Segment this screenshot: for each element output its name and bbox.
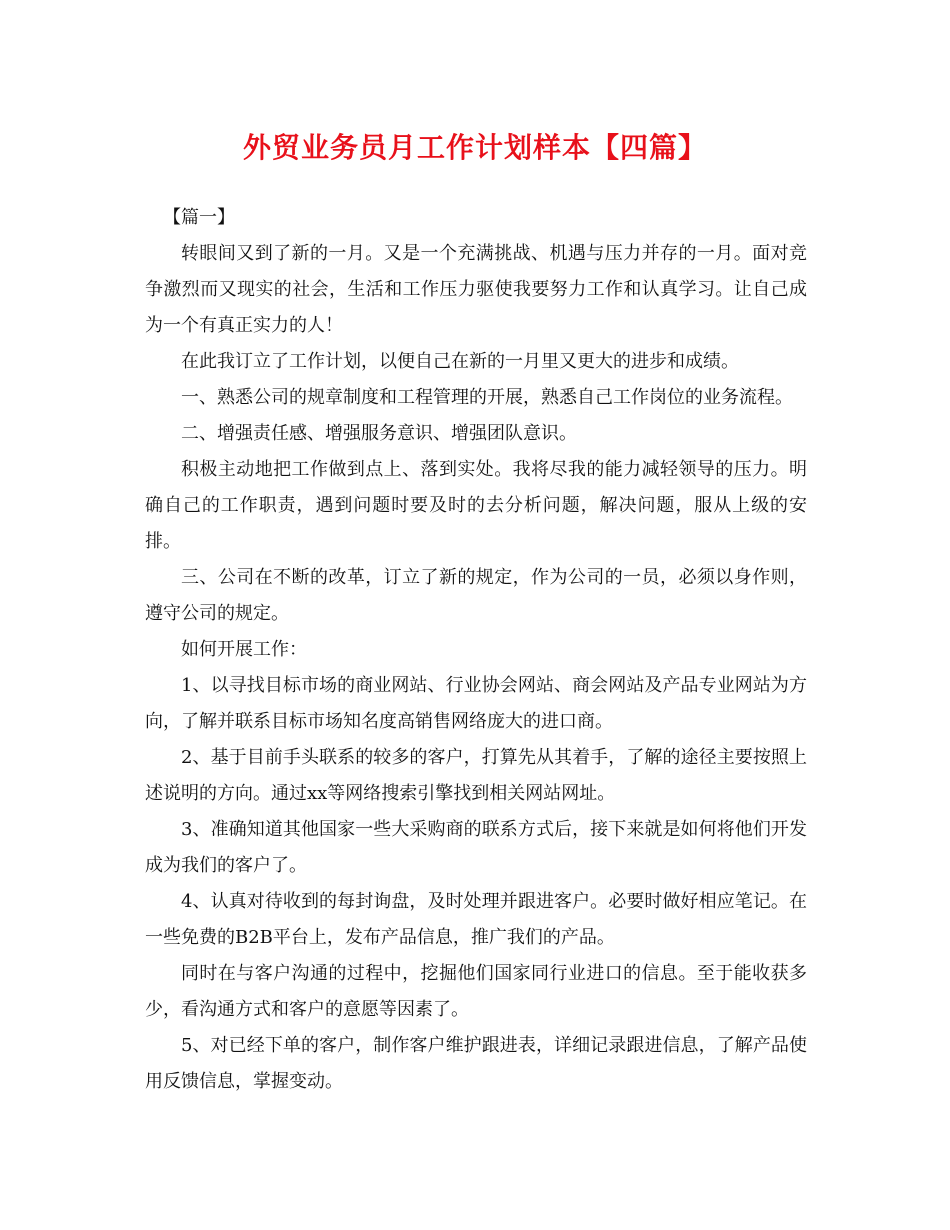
paragraph-how-to: 如何开展工作： <box>181 639 307 660</box>
section-heading-1: 【篇一】 <box>163 207 235 228</box>
paragraph-step-3: 3、准确知道其他国家一些大采购商的联系方式后，接下来就是如何将他们开发成为我们的客户了。 <box>145 819 807 876</box>
document-title: 外贸业务员月工作计划样本【四篇】 <box>242 131 707 164</box>
paragraph-step-4: 4、认真对待收到的每封询盘，及时处理并跟进客户。必要时做好相应笔记。在一些免费的B2B平台上，发布产品信息，推广我们的产品。 <box>145 891 807 948</box>
document-body <box>145 200 807 1100</box>
paragraph-step-2: 2、基于目前手头联系的较多的客户，打算先从其着手，了解的途径主要按照上述说明的方向。通过xx等网络搜索引擎找到相关网站网址。 <box>145 747 807 804</box>
paragraph-plan: 在此我订立了工作计划，以便自己在新的一月里又更大的进步和成绩。 <box>181 351 739 372</box>
paragraph-intro: 转眼间又到了新的一月。又是一个充满挑战、机遇与压力并存的一月。面对竞争激烈而又现实的社会，生活和工作压力驱使我要努力工作和认真学习。让自己成为一个有真正实力的人！ <box>145 243 807 336</box>
paragraph-point-2: 二、增强责任感、增强服务意识、增强团队意识。 <box>181 423 577 444</box>
paragraph-step-5: 5、对已经下单的客户，制作客户维护跟进表，详细记录跟进信息，了解产品使用反馈信息，掌握变动。 <box>145 1035 807 1092</box>
paragraph-point-1: 一、熟悉公司的规章制度和工程管理的开展，熟悉自己工作岗位的业务流程。 <box>181 387 793 408</box>
paragraph-point-3: 三、公司在不断的改革，订立了新的规定，作为公司的一员，必须以身作则，遵守公司的规定。 <box>145 567 807 624</box>
paragraph-step-1: 1、以寻找目标市场的商业网站、行业协会网站、商会网站及产品专业网站为方向，了解并联系目标市场知名度高销售网络庞大的进口商。 <box>145 675 807 732</box>
paragraph-proactive: 积极主动地把工作做到点上、落到实处。我将尽我的能力减轻领导的压力。明确自己的工作职责，遇到问题时要及时的去分析问题，解决问题，服从上级的安排。 <box>145 459 807 552</box>
paragraph-communication: 同时在与客户沟通的过程中，挖掘他们国家同行业进口的信息。至于能收获多少，看沟通方式和客户的意愿等因素了。 <box>145 963 807 1020</box>
